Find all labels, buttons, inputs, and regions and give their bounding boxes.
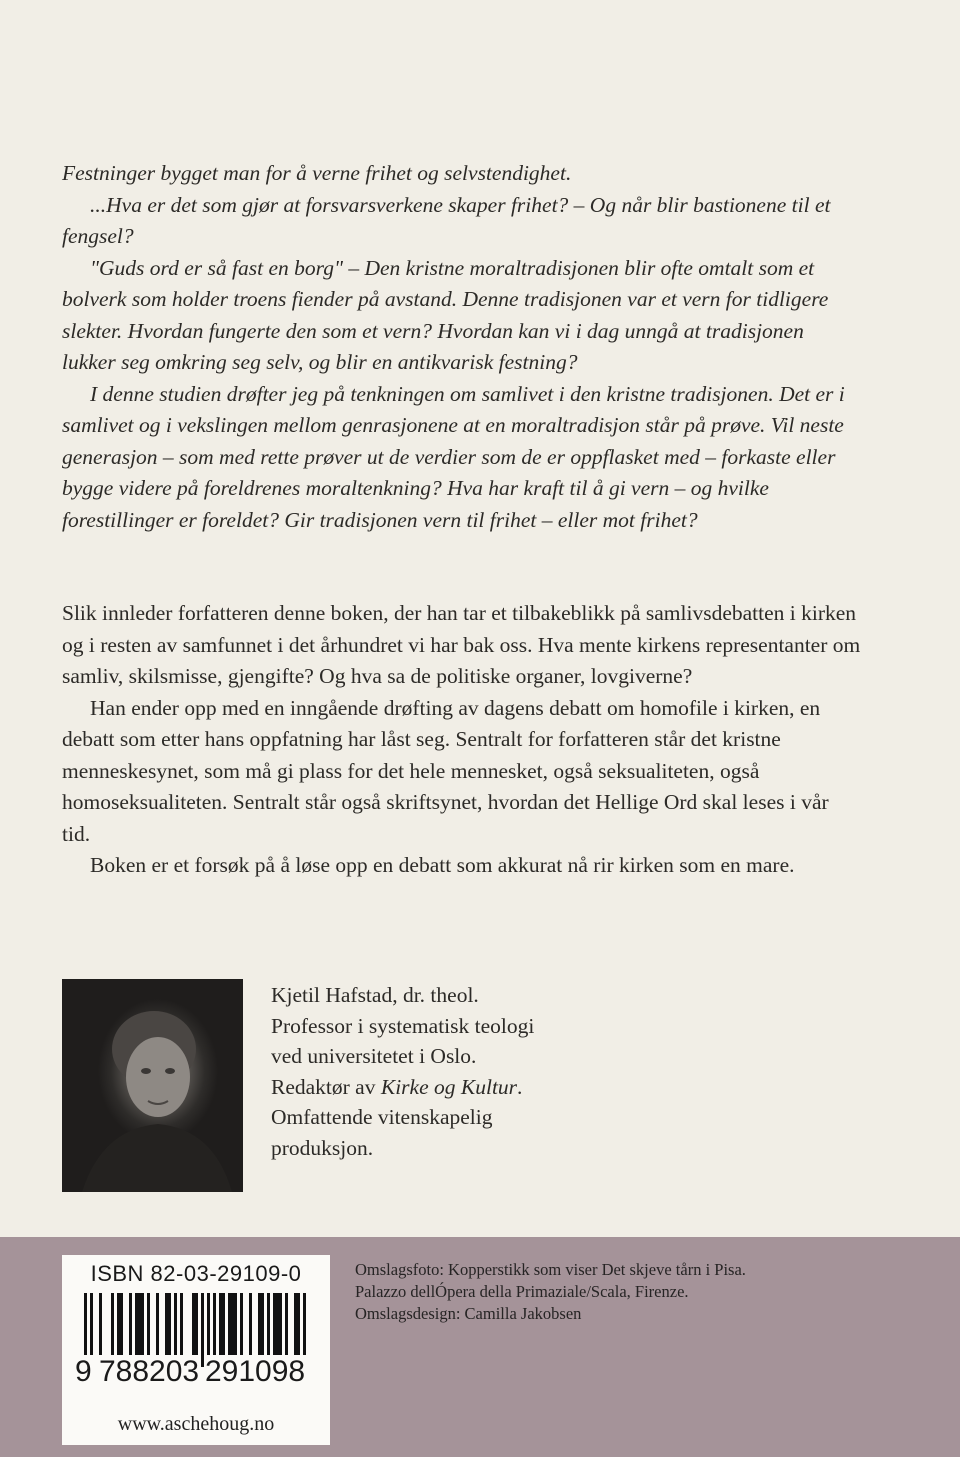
barcode-digit-lead: 9 — [75, 1355, 92, 1388]
barcode-digits-right: 291098 — [205, 1355, 306, 1388]
credit-design: Omslagsdesign: Camilla Jakobsen — [355, 1304, 582, 1323]
bio-line-production-2: produksjon. — [271, 1135, 374, 1160]
blurb-paragraph-4: I denne studien drøfter jeg på tenkningen om samlivet i den kristne tradisjonen. Det er i samlivet og i vekslingen mellom genrasjonene at en moraltradisjon står på prøve. Vil neste generasjon – som med rette prøver ut de verdier som de er oppflasket med – forkaste eller bygge videre på foreldrenes moraltenkning? Hva har kraft til å gi vern – og hvilke forestillinger er foreldet? Gir tradisjonen vern til frihet – eller mot frihet? — [62, 381, 845, 532]
author-bio — [271, 980, 591, 1163]
credit-location: Palazzo dellÓpera della Primaziale/Scala, Firenze. — [355, 1282, 689, 1301]
publisher-website: www.aschehoug.no — [117, 1413, 275, 1435]
credit-photo: Omslagsfoto: Kopperstikk som viser Det skjeve tårn i Pisa. — [355, 1260, 746, 1279]
description-paragraph-2: Han ender opp med en inngående drøfting av dagens debatt om homofile i kirken, en debatt som etter hans oppfatning har låst seg. Sentralt for forfatteren står det kristne menneskesynet, som må gi plass for det hele mennesket, også seksualiteten, også homoseksualiteten. Sentralt står også skriftsynet, hvordan det Hellige Ord skal leses i vår tid. — [62, 695, 829, 846]
blurb-paragraph-2: ...Hva er det som gjør at forsvarsverkene skaper frihet? – Og når blir bastionene til et fengsel? — [62, 192, 831, 248]
isbn-number: ISBN 82-03-29109-0 — [90, 1261, 302, 1286]
bio-line-title: Professor i systematisk teologi — [271, 1013, 535, 1038]
bio-line-production-1: Omfattende vitenskapelig — [271, 1105, 493, 1129]
bio-line-name: Kjetil Hafstad, dr. theol. — [271, 983, 479, 1007]
barcode-digits-left: 788203 — [99, 1355, 200, 1388]
description-paragraph-1: Slik innleder forfatteren denne boken, der han tar et tilbakeblikk på samlivsdebatten i kirken og i resten av samfunnet i det århundret vi har bak oss. Hva mente kirkens representanter om samliv, skilsmisse, gjengifte? Og hva sa de politiske organer, lovgiverne? — [62, 601, 861, 688]
bio-editor-suffix: . — [517, 1074, 523, 1099]
barcode-box — [62, 1255, 330, 1445]
blurb-paragraph-1: Festninger bygget man for å verne frihet og selvstendighet. — [62, 161, 572, 185]
bio-line-institution: ved universitetet i Oslo. — [271, 1044, 477, 1068]
bio-line-editor — [271, 1072, 591, 1103]
blurb-paragraph-3: "Guds ord er så fast en borg" – Den kristne moraltradisjonen blir ofte omtalt som et bolverk som holder troens fiender på avstand. Denne tradisjonen var et vern for tidligere slekter. Hvordan fungerte den som et vern? Hvordan kan vi i dag unngå at tradisjonen lukker seg omkring seg selv, og blir en antikvarisk festning? — [62, 255, 829, 374]
book-description — [62, 598, 862, 882]
description-paragraph-3: Boken er et forsøk på å løse opp en debatt som akkurat nå rir kirken som en mare. — [90, 853, 795, 877]
bio-editor-prefix: Redaktør av — [271, 1074, 381, 1099]
author-photo — [62, 979, 243, 1192]
italic-blurb — [62, 158, 862, 536]
author-portrait-photo-icon — [62, 979, 243, 1192]
cover-credits — [355, 1259, 915, 1325]
bio-journal-title: Kirke og Kultur — [380, 1074, 518, 1099]
